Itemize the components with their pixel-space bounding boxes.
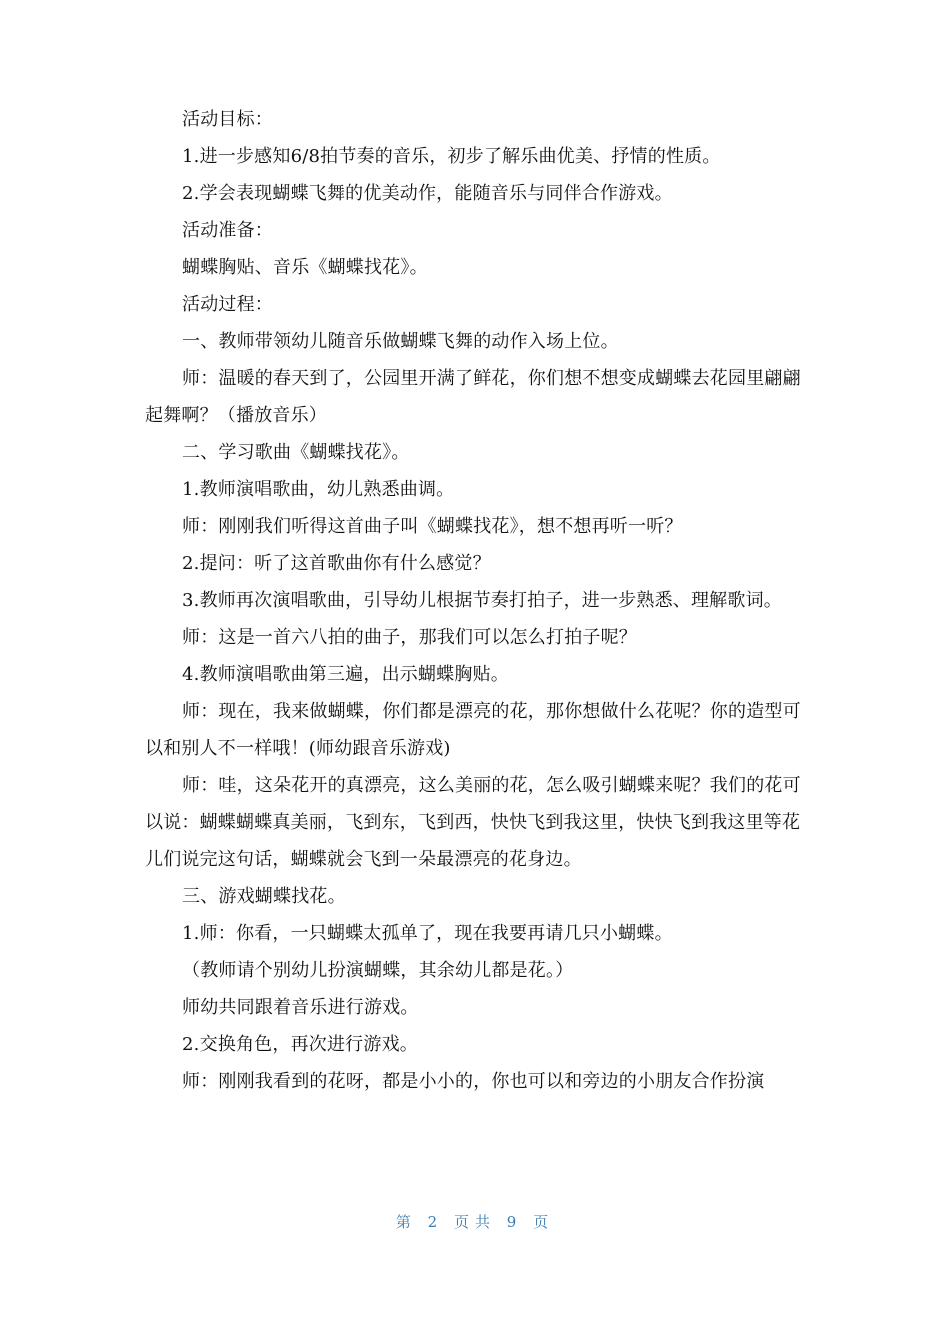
teacher-line-3: 师：这是一首六八拍的曲子，那我们可以怎么打拍子呢？ xyxy=(182,627,637,648)
process-step-2: 二、学习歌曲《蝴蝶找花》。 xyxy=(182,442,410,463)
substep-2-4: 4.教师演唱歌曲第三遍，出示蝴蝶胸贴。 xyxy=(182,664,509,685)
page-number-footer: 第 2 页共 9 页 xyxy=(395,1213,555,1231)
teacher-line-5: 师：哇，这朵花开的真漂亮，这么美丽的花，怎么吸引蝴蝶来呢？我们的花可以说：蝴蝶蝴蝶真美丽，飞到东，飞到西，快快飞到我这里，快快飞到我这里等花儿们说完这句话，蝴蝶就会飞到一朵最漂亮的花身边。 xyxy=(145,775,801,870)
heading-preparation: 活动准备： xyxy=(182,220,273,241)
teacher-line-6: 师：刚刚我看到的花呀，都是小小的，你也可以和旁边的小朋友合作扮演 xyxy=(182,1071,765,1092)
goal-item-1: 1.进一步感知6/8拍节奏的音乐，初步了解乐曲优美、抒情的性质。 xyxy=(182,146,721,167)
note-line: （教师请个别幼儿扮演蝴蝶，其余幼儿都是花。） xyxy=(182,960,574,981)
substep-3-2: 2.交换角色，再次进行游戏。 xyxy=(182,1034,418,1055)
substep-2-3: 3.教师再次演唱歌曲，引导幼儿根据节奏打拍子，进一步熟悉、理解歌词。 xyxy=(182,590,782,611)
teacher-line-2: 师：刚刚我们听得这首曲子叫《蝴蝶找花》，想不想再听一听？ xyxy=(182,516,683,537)
goal-item-2: 2.学会表现蝴蝶飞舞的优美动作，能随音乐与同伴合作游戏。 xyxy=(182,183,673,204)
document-body xyxy=(145,101,805,1100)
process-step-3: 三、游戏蝴蝶找花。 xyxy=(182,886,346,907)
teacher-line-4: 师：现在，我来做蝴蝶，你们都是漂亮的花，那你想做什么花呢？你的造型可以和别人不一样哦！(师幼跟音乐游戏) xyxy=(145,701,801,759)
substep-3-1: 1.师：你看，一只蝴蝶太孤单了，现在我要再请几只小蝴蝶。 xyxy=(182,923,673,944)
substep-2-2: 2.提问：听了这首歌曲你有什么感觉？ xyxy=(182,553,491,574)
substep-2-1: 1.教师演唱歌曲，幼儿熟悉曲调。 xyxy=(182,479,455,500)
process-step-1: 一、教师带领幼儿随音乐做蝴蝶飞舞的动作入场上位。 xyxy=(182,331,619,352)
teacher-line-1: 师：温暖的春天到了，公园里开满了鲜花，你们想不想变成蝴蝶去花园里翩翩起舞啊？（播放音乐） xyxy=(145,368,801,426)
heading-goals: 活动目标： xyxy=(182,109,273,130)
preparation-text: 蝴蝶胸贴、音乐《蝴蝶找花》。 xyxy=(182,257,428,278)
heading-process: 活动过程： xyxy=(182,294,273,315)
game-line: 师幼共同跟着音乐进行游戏。 xyxy=(182,997,419,1018)
